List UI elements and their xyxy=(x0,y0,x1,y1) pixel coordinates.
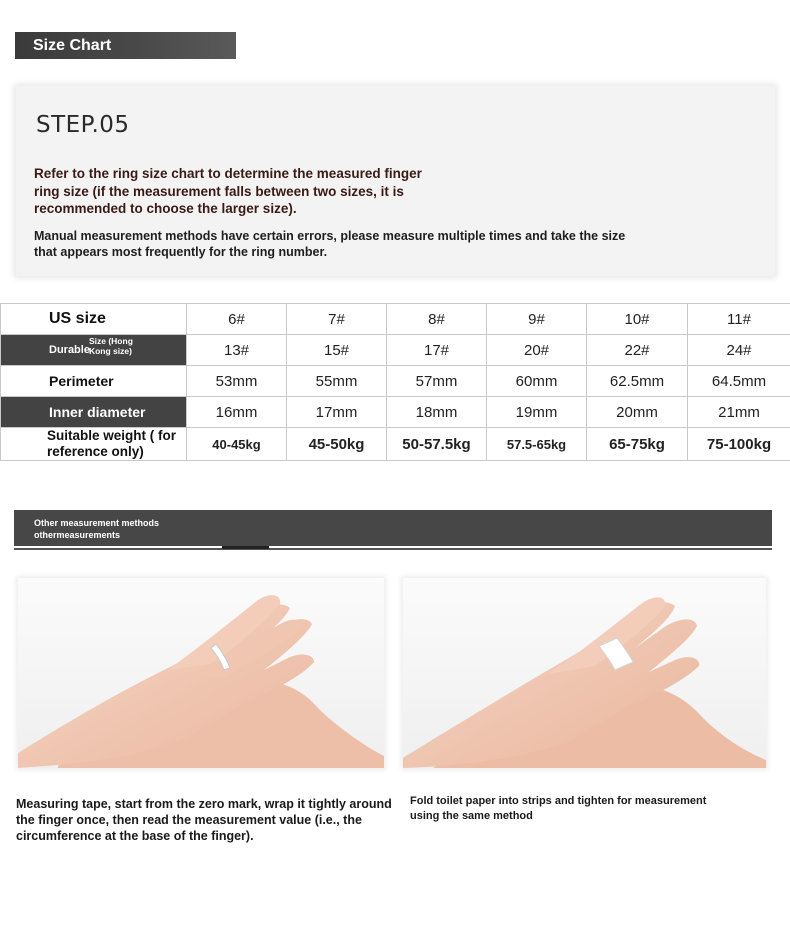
table-cell: 65-75kg xyxy=(587,428,688,461)
table-cell: 62.5mm xyxy=(587,366,688,397)
table-cell: 40-45kg xyxy=(187,428,287,461)
other-methods-title: Other measurement methods xyxy=(34,518,160,528)
table-row-perimeter xyxy=(1,366,790,397)
table-cell: 50-57.5kg xyxy=(387,428,487,461)
table-cell: 16mm xyxy=(187,397,287,428)
divider-accent xyxy=(222,546,269,549)
table-cell: 20# xyxy=(487,335,587,366)
durable-label: Durable xyxy=(49,344,90,356)
table-cell: 7# xyxy=(287,304,387,335)
hand-with-tape-illustration xyxy=(18,578,384,768)
table-cell: 13# xyxy=(187,335,287,366)
other-methods-subtitle: othermeasurements xyxy=(34,530,121,540)
table-cell: 15# xyxy=(287,335,387,366)
table-cell: 60mm xyxy=(487,366,587,397)
step-instruction: Refer to the ring size chart to determine the measured finger ring size (if the measurement falls between two sizes, it is recommended to choose the larger size). xyxy=(34,166,422,216)
tape-measure-photo xyxy=(18,578,384,768)
table-cell: 64.5mm xyxy=(688,366,790,397)
row-label-us-size: US size xyxy=(1,304,187,335)
table-cell: 11# xyxy=(688,304,790,335)
table-cell: 8# xyxy=(387,304,487,335)
divider xyxy=(14,548,772,550)
table-cell: 6# xyxy=(187,304,287,335)
row-label-durable-size xyxy=(1,335,187,366)
table-cell: 17mm xyxy=(287,397,387,428)
size-chart-title: Size Chart xyxy=(33,37,112,54)
table-cell: 53mm xyxy=(187,366,287,397)
step-error-note: Manual measurement methods have certain errors, please measure multiple times and take the size that appears most frequently for the ring number. xyxy=(34,229,626,259)
table-cell: 75-100kg xyxy=(688,428,790,461)
tape-method-caption: Measuring tape, start from the zero mark, wrap it tightly around the finger once, then read the measurement value (i.e., the circumference at the base of the finger). xyxy=(16,797,392,843)
table-row-inner-diameter xyxy=(1,397,790,428)
row-label-perimeter: Perimeter xyxy=(1,366,187,397)
table-cell: 18mm xyxy=(387,397,487,428)
table-row-suitable-weight xyxy=(1,428,790,461)
other-methods-header xyxy=(14,510,772,546)
table-cell: 55mm xyxy=(287,366,387,397)
size-chart-header xyxy=(15,32,236,59)
paper-strip-photo xyxy=(403,578,766,768)
table-cell: 21mm xyxy=(688,397,790,428)
step-panel xyxy=(16,86,775,276)
table-cell: 24# xyxy=(688,335,790,366)
table-cell: 19mm xyxy=(487,397,587,428)
row-label-suitable-weight: Suitable weight ( for reference only) xyxy=(1,428,187,461)
table-cell: 17# xyxy=(387,335,487,366)
table-row-durable-size xyxy=(1,335,790,366)
table-row-us-size xyxy=(1,304,790,335)
hand-with-paper-illustration xyxy=(403,578,766,768)
paper-method-caption: Fold toilet paper into strips and tighten for measurement using the same method xyxy=(410,795,707,822)
row-label-inner-diameter: Inner diameter xyxy=(1,397,187,428)
step-title: STEP.05 xyxy=(36,112,130,138)
durable-sub-label: Size (Hong Kong size) xyxy=(88,336,133,356)
ring-size-table xyxy=(0,303,790,461)
table-cell: 9# xyxy=(487,304,587,335)
table-cell: 20mm xyxy=(587,397,688,428)
table-cell: 45-50kg xyxy=(287,428,387,461)
table-cell: 22# xyxy=(587,335,688,366)
table-cell: 10# xyxy=(587,304,688,335)
table-cell: 57mm xyxy=(387,366,487,397)
table-cell: 57.5-65kg xyxy=(487,428,587,461)
